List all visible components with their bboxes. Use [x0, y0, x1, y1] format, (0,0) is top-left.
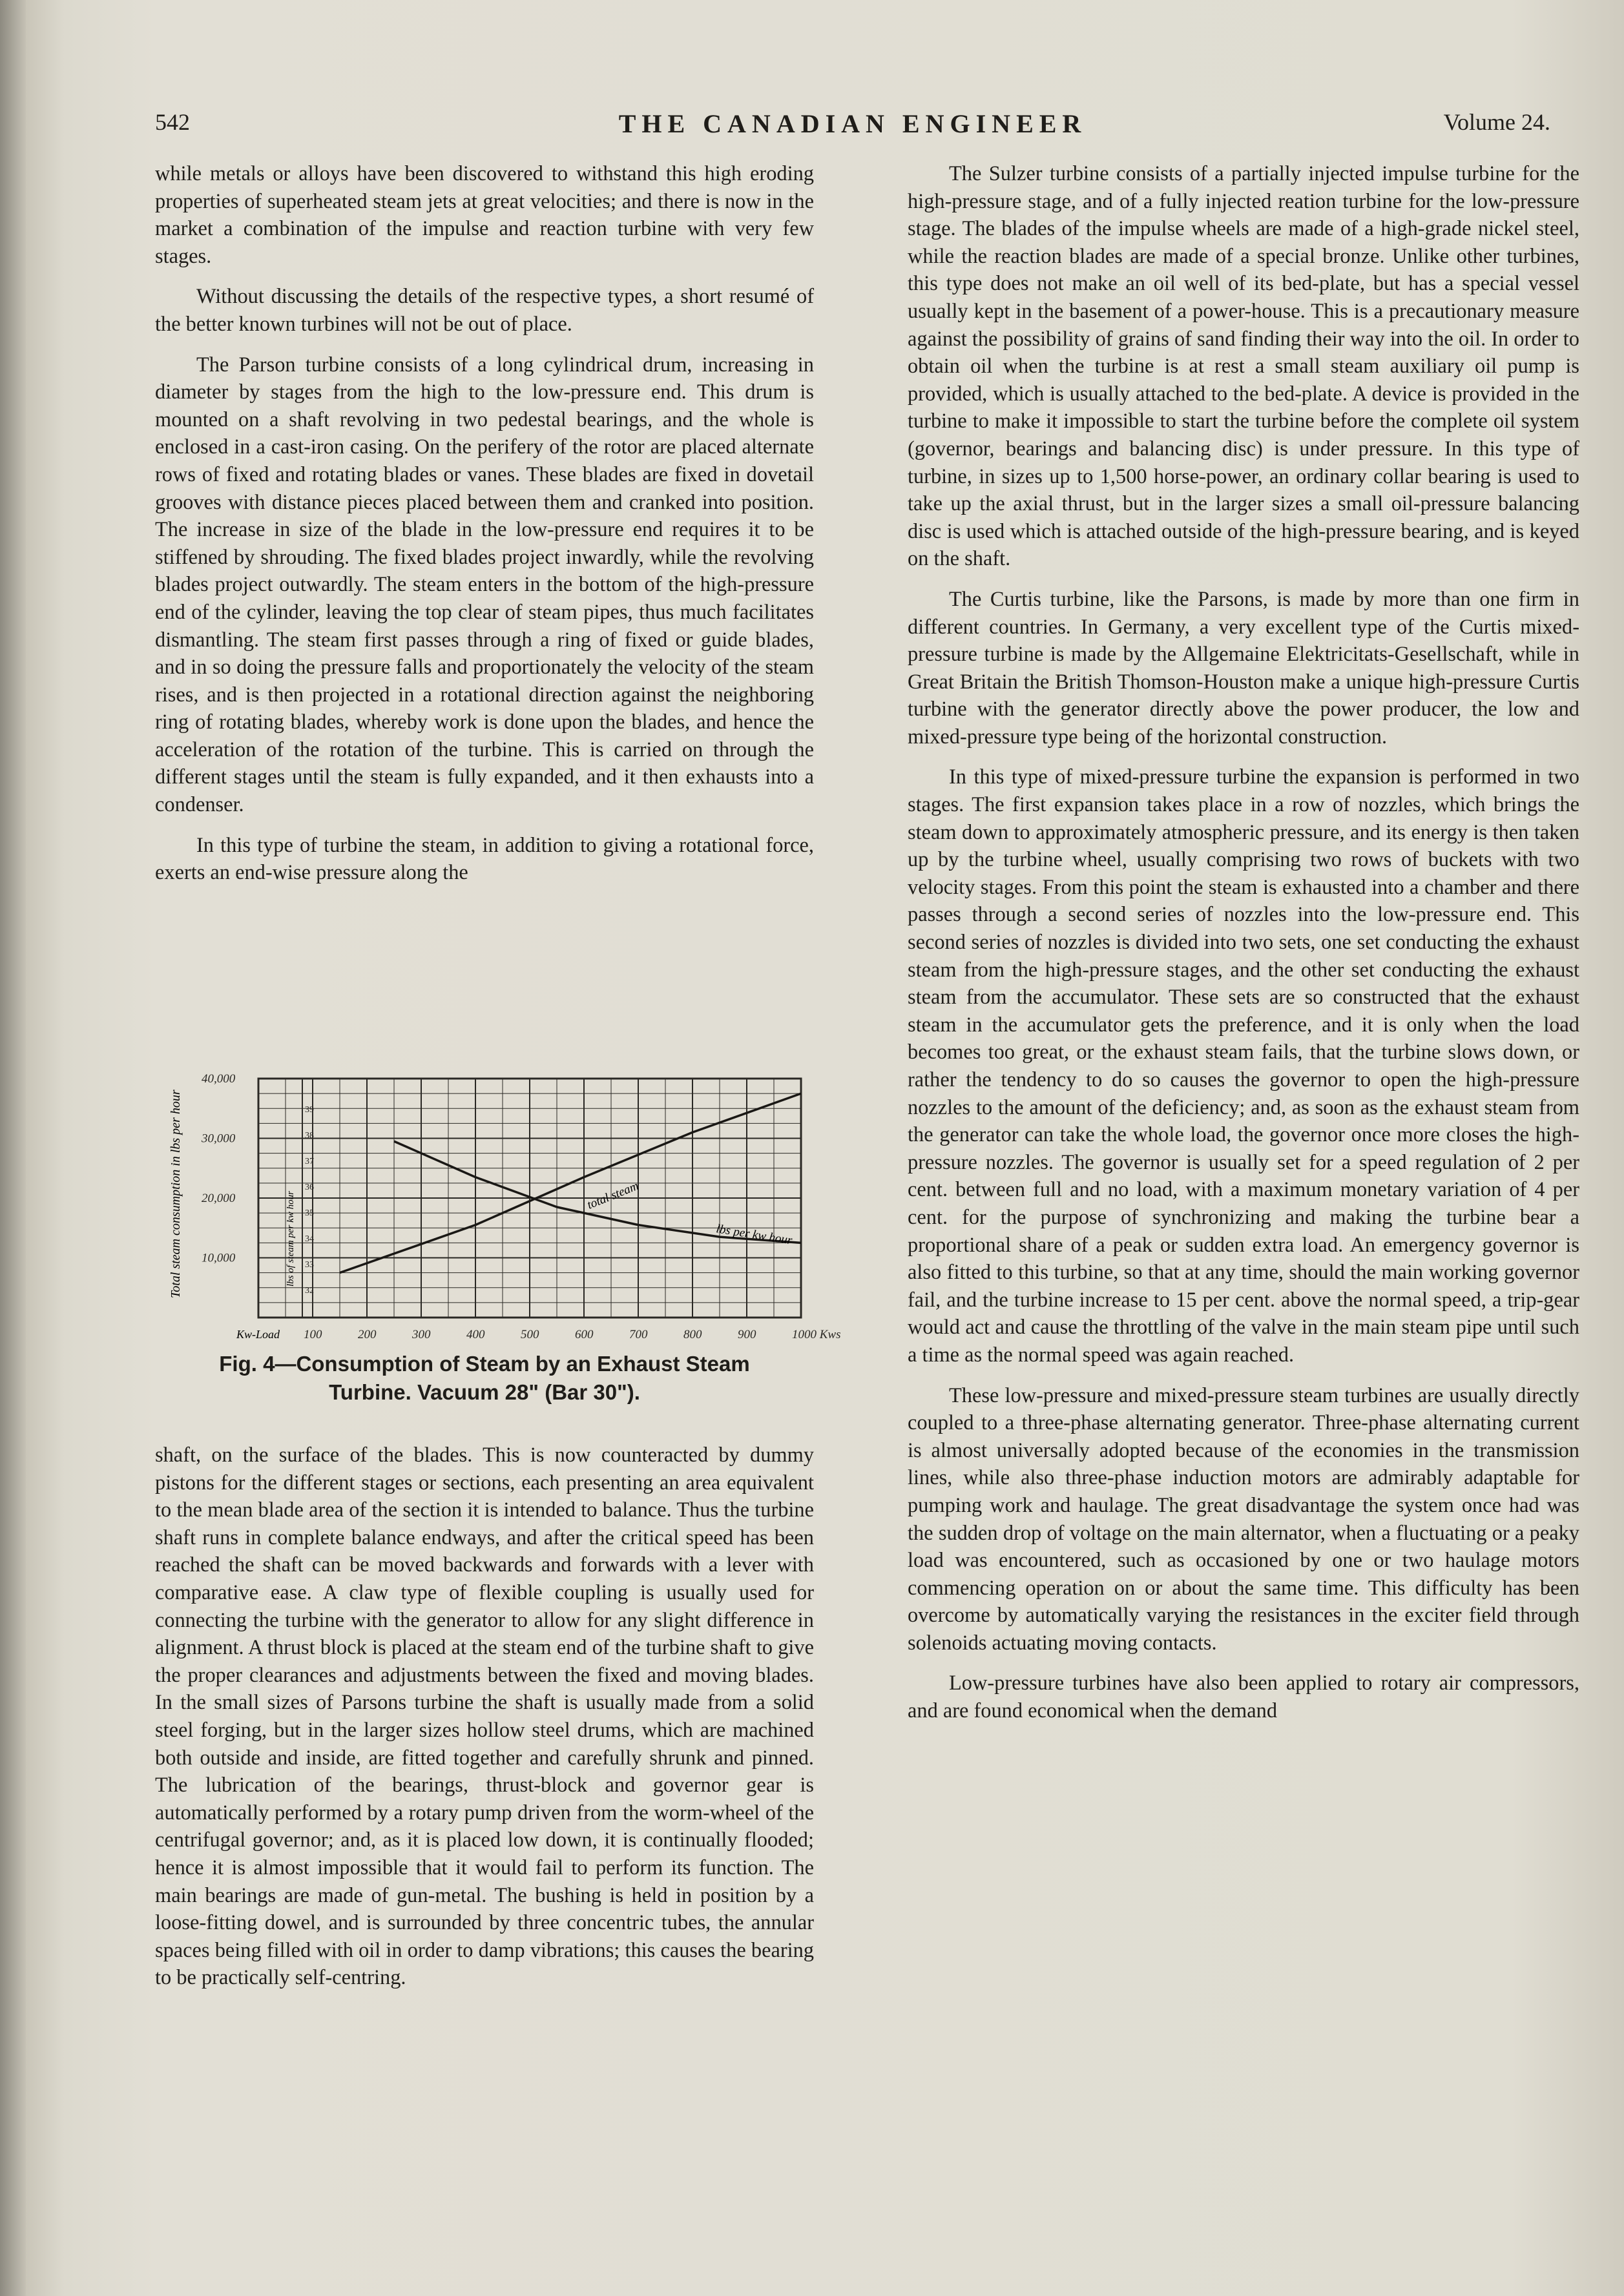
y2-tick-label: 34	[305, 1234, 314, 1244]
running-head	[155, 109, 1550, 147]
y2-tick-label: 35	[305, 1208, 314, 1218]
y2-tick-label: 39	[305, 1105, 314, 1115]
x-tick-label: 900	[738, 1328, 756, 1341]
paragraph: In this type of turbine the steam, in addition to giving a rotational force, exerts an end-wise pressure along the	[155, 833, 814, 885]
y-tick-label: 10,000	[202, 1251, 236, 1265]
paragraph: shaft, on the surface of the blades. This is now counteracted by dummy pistons for the different stages or sections, each presenting an area equivalent to the mean blade area of the section it is intended to balance. Thus the turbine shaft runs in complete balance endways, and after the critical speed has been reached the shaft can be moved backwards and forwards with a lever with comparative ease. A claw type of flexible coupling is usually used for connecting the turbine with the generator to allow for any slight difference in alignment. A thrust block is placed at the steam end of the turbine shaft to give the proper clearances and adjustments between the fixed and moving blades. In the small sizes of Parsons turbine the shaft is usually made from a solid steel forging, but in the larger sizes hollow steel drums, which are machined both outside and inside, are fitted together and carefully shrunk and pinned. The lubrication of the bearings, thrust-block and governor gear is automatically performed by a rotary pump driven from the worm-wheel of the centrifugal governor; and, as it is placed low down, it is continually flooded; hence it is almost impossible that it would fail to perform its function. The main bearings are made of gun-metal. The bushing is held in position by a loose-fitting dowel, and is surrounded by three concentric tubes, the annular spaces being filled with oil in order to damp vibrations; this causes the bearing to be practically self-centring.	[155, 1443, 814, 1990]
page-number: 542	[155, 109, 190, 135]
x-tick-label: 400	[466, 1328, 485, 1341]
paragraph: while metals or alloys have been discovered to withstand this high eroding properties of superheated steam jets at great velocities; and there is now in the market a combination of the impulse and reaction turbine with very few stages.	[155, 162, 814, 268]
x-tick-label: 100	[304, 1328, 322, 1341]
paragraph: The Curtis turbine, like the Parsons, is made by more than one firm in different countries. In Germany, a very excellent type of the Curtis mixed-pressure turbine is made by the Allgemaine Elektricitats-Gesellschaft, while in Great Britain the British Thomson-Houston make a unique high-pressure Curtis turbine with the generator directly above the power producer, the low and mixed-pressure type being of the horizontal construction.	[908, 587, 1579, 749]
caption-line-2: Turbine. Vacuum 28" (Bar 30").	[329, 1380, 640, 1404]
x-tick-label: 600	[575, 1328, 594, 1341]
y-axis-label: Total steam consumption in lbs per hour	[169, 1090, 183, 1298]
y-tick-label: 40,000	[202, 1072, 236, 1086]
caption-line-1: Fig. 4—Consumption of Steam by an Exhaust Steam	[219, 1352, 750, 1376]
journal-title: THE CANADIAN ENGINEER	[618, 109, 1087, 138]
x-tick-label: 500	[521, 1328, 539, 1341]
paragraph: Without discussing the details of the respective types, a short resumé of the better known turbines will not be out of place.	[155, 285, 814, 336]
series-label-total: total steam	[585, 1179, 641, 1212]
y2-tick-label: 37	[305, 1157, 314, 1166]
x-tick-label: 800	[683, 1328, 702, 1341]
y-tick-label: 20,000	[202, 1192, 236, 1205]
y2-tick-label: 38	[305, 1131, 314, 1141]
y2-tick-label: 33	[305, 1260, 314, 1270]
paragraph: Low-pressure turbines have also been applied to rotary air compressors, and are found economical when the demand	[908, 1671, 1579, 1723]
paragraph: The Parson turbine consists of a long cylindrical drum, increasing in diameter by stages from the high to the low-pressure end. This drum is mounted on a shaft revolving in two pedestal bearings, and the whole is enclosed in a cast-iron casing. On the perifery of the rotor are placed alternate rows of fixed and rotating blades or vanes. These blades are fixed in dovetail grooves with distance pieces placed between them and cranked into position. The increase in size of the blade in the low-pressure end requires it to be stiffened by shrouding. The fixed blades project inwardly, while the revolving blades project outwardly. The steam enters in the bottom of the high-pressure end of the cylinder, leaving the top clear of steam pipes, thus much facilitates dismantling. The steam first passes through a ring of fixed or guide blades, and in so doing the pressure falls and proportionately the velocity of the steam rises, and is then projected in a rotational direction against the neighboring ring of rotating blades, whereby work is done upon the blades, and hence the acceleration of the rotation of the turbine. This is carried on through the different stages until the steam is fully expanded, and it then exhausts into a condenser.	[155, 353, 814, 817]
x-origin-label: Kw-Load	[236, 1328, 280, 1341]
y-tick-label: 30,000	[202, 1132, 236, 1146]
x-tick-label: 1000 Kws	[792, 1328, 841, 1341]
volume-label: Volume 24.	[1443, 109, 1550, 135]
paragraph: The Sulzer turbine consists of a partially injected impulse turbine for the high-pressure stage, and of a fully injected reation turbine for the low-pressure stage. The blades of the impulse wheels are made of a high-grade nickel steel, while the reaction blades are made of a special bronze. Unlike other turbines, this type does not make an oil well of its bed-plate, but has a special vessel usually kept in the basement of a power-house. This is a precautionary measure against the possibility of grains of sand finding their way into the oil. In order to obtain oil when the turbine is at rest a small steam auxiliary oil pump is provided, which is usually attached to the bed-plate. A device is provided in the turbine to make it impossible to start the turbine before the complete oil system (governor, bearings and balancing disc) is under pressure. In this type of turbine, in sizes up to 1,500 horse-power, an ordinary collar bearing is used to take up the axial thrust, but in the larger sizes a small oil-pressure balancing disc is used which is attached outside of the high-pressure bearing, and is keyed on the shaft.	[908, 162, 1579, 571]
right-column	[908, 160, 1579, 1738]
x-tick-label: 300	[412, 1328, 431, 1341]
paragraph: These low-pressure and mixed-pressure steam turbines are usually directly coupled to a three-phase alternating generator. Three-phase alternating current is almost universally adopted because of the economies in the transmission lines, while also three-phase induction motors are admirably adaptable for pumping work and haulage. The great disadvantage the system once had was the sudden drop of voltage on the main alternator, when a fluctuating or a peaky load was encountered, such as occasioned by one or two haulage motors commencing operation on or about the same time. This difficulty has been overcome by automatically varying the resistances in the exciter field through solenoids actuating moving contacts.	[908, 1383, 1579, 1655]
book-spine-shadow	[0, 0, 26, 2296]
left-column-bottom	[155, 1442, 814, 2005]
x-tick-label: 700	[629, 1328, 648, 1341]
x-tick-label: 200	[358, 1328, 377, 1341]
series-label-perkw: lbs per kw hour	[715, 1222, 793, 1248]
paragraph: In this type of mixed-pressure turbine the expansion is performed in two stages. The first expansion takes place in a row of nozzles, which brings the steam down to approximately atmospheric pressure, and its energy is then taken up by the turbine wheel, usually comprising two rows of buckets with two velocity stages. From this point the steam is exhausted into a chamber and there passes through a second series of nozzles into the low-pressure end. This second series of nozzles is divided into two sets, one set conducting the exhaust steam from the high-pressure stages, and the other set conducting the exhaust steam from the accumulator. These sets are so constructed that the exhaust steam in the accumulator gets the preference, and it is only when the load becomes too great, or the exhaust steam fails, that the turbine slows down, or rather the tendency to do so causes the governor to open the high-pressure nozzles to the amount of the deficiency; and, as soon as the exhaust steam from the generator can take the whole load, the governor once more closes the high-pressure nozzles. The governor is usually set for a speed regulation of 2 per cent. between full and no load, with a maximum monetary variation of 4 per cent. for the purpose of synchronizing and making the turbine bear a proportional share of a peak or sudden extra load. An emergency governor is also fitted to this turbine, so that at any time, should the main working governor fail, and the turbine increase to 15 per cent. above the normal speed, a trip-gear would act and cause the throttling of the valve in the main steam pipe until such a time as the normal speed was again reached.	[908, 765, 1579, 1367]
figure-caption	[155, 1350, 814, 1407]
left-column-top	[155, 160, 814, 900]
y2-axis-label: lbs of steam per kw hour	[286, 1191, 296, 1287]
y2-tick-label: 32	[305, 1286, 314, 1296]
steam-consumption-chart	[155, 1059, 841, 1350]
figure-4	[155, 1059, 841, 1421]
y2-tick-label: 36	[305, 1183, 314, 1192]
